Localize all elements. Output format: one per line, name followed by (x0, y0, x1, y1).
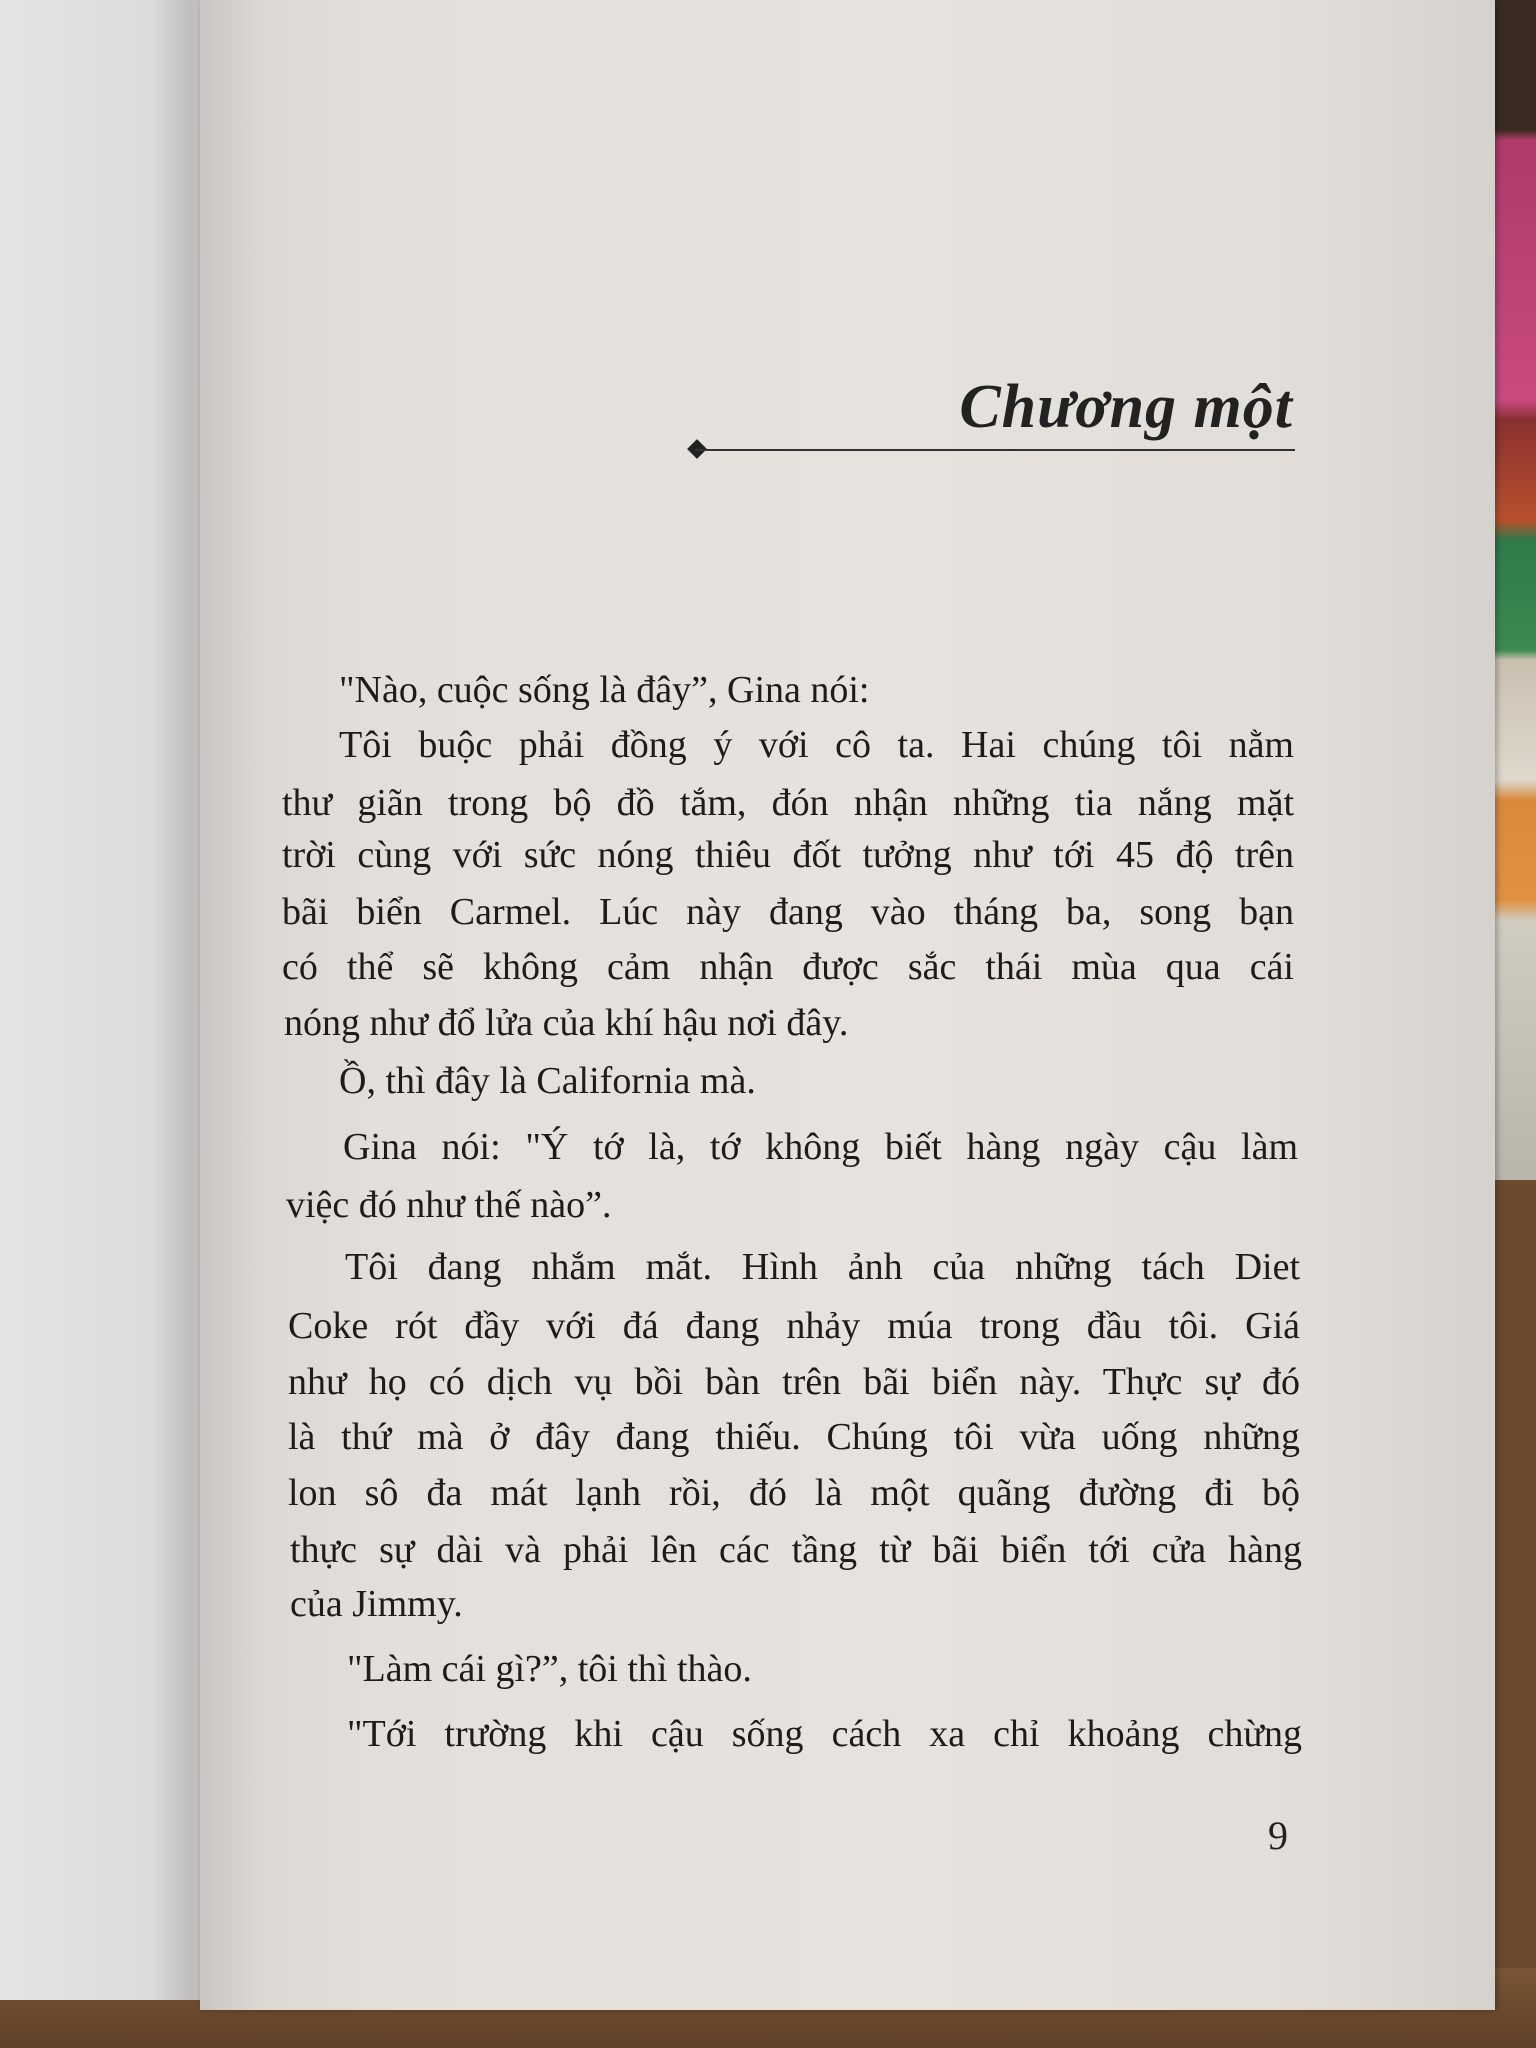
text-line: là thứ mà ở đây đang thiếu. Chúng tôi vừa uống những (288, 1416, 1300, 1458)
text-line: "Nào, cuộc sống là đây”, Gina nói: (339, 669, 870, 711)
text-line: của Jimmy. (290, 1583, 463, 1625)
text-line: thư giãn trong bộ đồ tắm, đón nhận những tia nắng mặt (282, 782, 1294, 824)
text-line: thực sự dài và phải lên các tầng từ bãi biển tới cửa hàng (290, 1529, 1302, 1571)
text-line: Tôi buộc phải đồng ý với cô ta. Hai chúng tôi nằm (339, 724, 1294, 766)
text-line: Ồ, thì đây là California mà. (339, 1060, 756, 1102)
text-line: bãi biển Carmel. Lúc này đang vào tháng ba, song bạn (282, 891, 1294, 933)
text-line: trời cùng với sức nóng thiêu đốt tưởng như tới 45 độ trên (282, 834, 1294, 876)
text-line: như họ có dịch vụ bồi bàn trên bãi biển này. Thực sự đó (288, 1361, 1300, 1403)
page-number: 9 (1268, 1813, 1288, 1858)
text-line: việc đó như thế nào”. (286, 1184, 612, 1226)
text-line: có thể sẽ không cảm nhận được sắc thái mùa qua cái (282, 946, 1294, 988)
text-line: "Tới trường khi cậu sống cách xa chỉ khoảng chừng (347, 1713, 1302, 1755)
text-line: nóng như đổ lửa của khí hậu nơi đây. (284, 1002, 849, 1044)
text-line: Tôi đang nhắm mắt. Hình ảnh của những tách Diet (345, 1246, 1300, 1288)
text-line: lon sô đa mát lạnh rồi, đó là một quãng đường đi bộ (288, 1472, 1300, 1514)
left-page (0, 0, 230, 2000)
text-line: Coke rót đầy với đá đang nhảy múa trong đầu tôi. Giá (288, 1305, 1300, 1347)
text-line: Gina nói: "Ý tớ là, tớ không biết hàng ngày cậu làm (343, 1126, 1298, 1168)
text-line: "Làm cái gì?”, tôi thì thào. (347, 1648, 752, 1690)
chapter-title: Chương một (959, 373, 1293, 441)
title-underline (695, 449, 1295, 451)
